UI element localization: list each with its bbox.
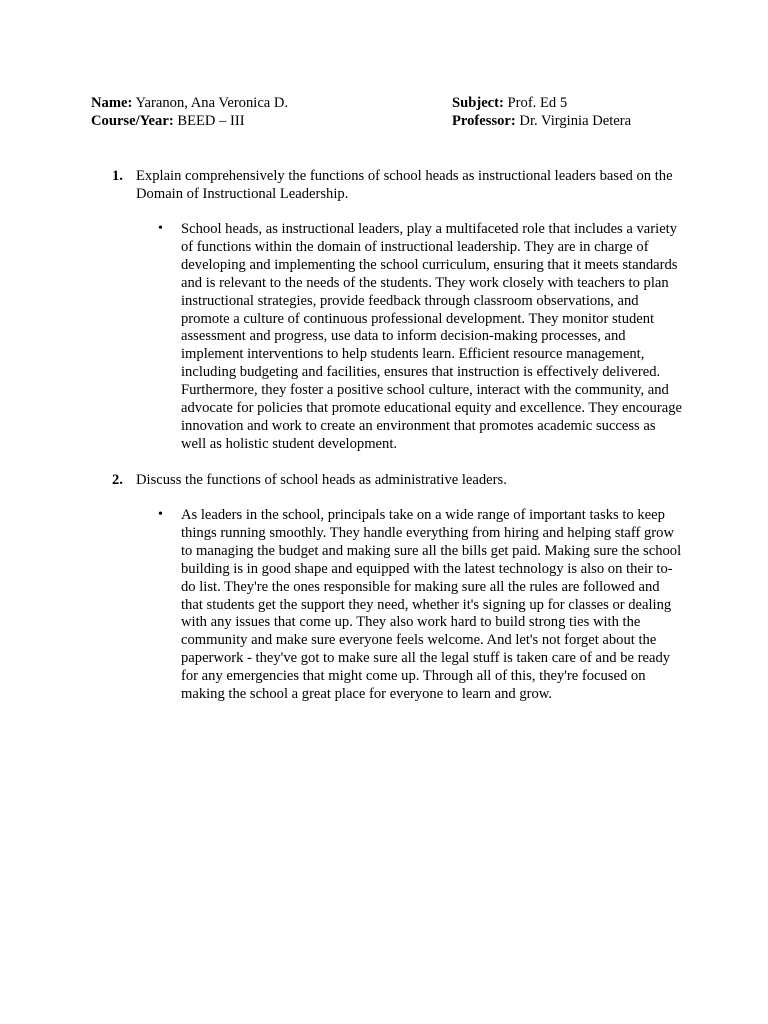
name-label: Name: — [91, 95, 133, 111]
professor-value: Dr. Virginia Detera — [519, 113, 632, 129]
course-label: Course/Year: — [91, 113, 174, 129]
header-row-2 — [91, 112, 691, 130]
professor-field — [452, 112, 631, 130]
subject-field — [452, 94, 567, 112]
name-field — [91, 94, 288, 112]
bullet-icon: • — [158, 221, 163, 236]
professor-label: Professor: — [452, 113, 516, 129]
question-number: 2. — [112, 472, 123, 488]
document-header — [91, 94, 691, 130]
question-text: Discuss the functions of school heads as administrative leaders. — [136, 472, 507, 488]
question-text: Explain comprehensively the functions of school heads as instructional leaders based on the Domain of Instructional Leadership. — [136, 168, 673, 202]
subject-value: Prof. Ed 5 — [507, 95, 568, 111]
bullet-icon: • — [158, 507, 163, 522]
answer-text: As leaders in the school, principals take on a wide range of important tasks to keep things running smoothly. They handle everything from hiring and helping staff grow to managing the budget and making sure all the bills get paid. Making sure the school building is in good shape and equipped with the latest technology is also on their to-do list. They're the ones responsible for making sure all the rules are followed and that students get the support they need, whether it's signing up for classes or dealing with any issues that come up. They also work hard to build strong ties with the community and make sure everyone feels welcome. And let's not forget about the paperwork - they've got to make sure all the legal stuff is taken care of and be ready for any emergencies that might come up. Through all of this, they're focused on making the school a great place for everyone to learn and grow. — [181, 507, 682, 703]
name-value: Yaranon, Ana Veronica D. — [135, 95, 289, 111]
answer-text: School heads, as instructional leaders, play a multifaceted role that includes a variety of functions within the domain of instructional leadership. They are in charge of developing and implementing the school curriculum, ensuring that it meets standards and is relevant to the needs of the students. They work closely with teachers to plan instructional strategies, provide feedback through classroom observations, and promote a culture of continuous professional development. They monitor student assessment and progress, use data to inform decision-making processes, and implement interventions to help students learn. Efficient resource management, including budgeting and facilities, ensures that instruction is effectively delivered. Furthermore, they foster a positive school culture, interact with the community, and advocate for policies that promote educational equity and excellence. They encourage innovation and work to create an environment that promotes academic success as well as holistic student development. — [181, 221, 682, 452]
header-row-1 — [91, 94, 691, 112]
subject-label: Subject: — [452, 95, 504, 111]
question-number: 1. — [112, 168, 123, 184]
course-value: BEED – III — [177, 113, 245, 129]
course-field — [91, 112, 245, 130]
